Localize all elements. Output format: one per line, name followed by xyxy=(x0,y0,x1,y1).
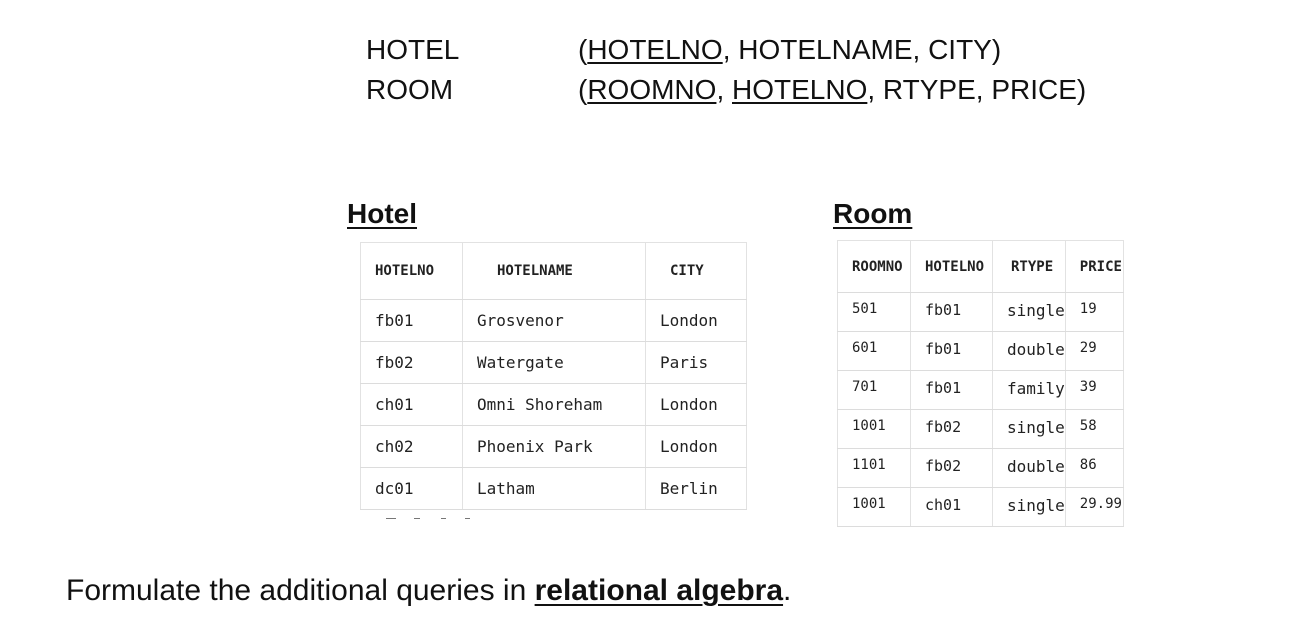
schema-room-name: ROOM xyxy=(366,74,454,105)
instruction-text xyxy=(66,574,791,608)
cell-price: 39 xyxy=(1065,371,1123,410)
hotel-table xyxy=(360,242,747,510)
cell-hotelno: fb01 xyxy=(911,293,993,332)
table-row xyxy=(838,488,1124,527)
schema-attr-price: PRICE xyxy=(991,74,1077,105)
room-table-title: Room xyxy=(833,198,913,229)
room-table xyxy=(837,240,1124,527)
column-header-city: CITY xyxy=(646,243,747,300)
cell-hotelname: Grosvenor xyxy=(463,300,646,342)
cell-hotelno: ch02 xyxy=(361,426,463,468)
table-row xyxy=(838,410,1124,449)
cell-hotelno: fb02 xyxy=(911,410,993,449)
schema-attr-hotelno-key: HOTELNO xyxy=(587,34,723,65)
cell-city: London xyxy=(646,384,747,426)
table-row xyxy=(838,293,1124,332)
schema-attr-rtype: RTYPE xyxy=(882,74,976,105)
close-paren: ) xyxy=(991,34,1002,65)
cell-hotelno: fb02 xyxy=(911,449,993,488)
cell-roomno: 701 xyxy=(838,371,911,410)
hotel-table-title: Hotel xyxy=(347,198,417,229)
cell-city: London xyxy=(646,300,747,342)
cell-hotelname: Phoenix Park xyxy=(463,426,646,468)
cell-roomno: 1101 xyxy=(838,449,911,488)
cell-hotelno: fb02 xyxy=(361,342,463,384)
cell-price: 86 xyxy=(1065,449,1123,488)
cell-price: 29.99 xyxy=(1065,488,1123,527)
cell-rtype: family xyxy=(993,371,1066,410)
schema-attr-hotelname: HOTELNAME xyxy=(738,34,913,65)
cell-rtype: double xyxy=(993,449,1066,488)
schema-hotel-name: HOTEL xyxy=(366,34,460,65)
cell-hotelname: Omni Shoreham xyxy=(463,384,646,426)
table-row xyxy=(838,371,1124,410)
cell-hotelno: ch01 xyxy=(911,488,993,527)
schema-attr-city: CITY xyxy=(928,34,992,65)
column-header-price: PRICE xyxy=(1065,241,1123,293)
column-header-roomno: ROOMNO xyxy=(838,241,911,293)
column-header-rtype: RTYPE xyxy=(993,241,1066,293)
cell-hotelname: Watergate xyxy=(463,342,646,384)
table-cutoff-mark xyxy=(441,518,446,519)
cell-hotelno: dc01 xyxy=(361,468,463,510)
cell-price: 29 xyxy=(1065,332,1123,371)
table-row xyxy=(838,332,1124,371)
table-row xyxy=(361,342,747,384)
cell-roomno: 1001 xyxy=(838,410,911,449)
column-header-hotelno: HOTELNO xyxy=(361,243,463,300)
cell-hotelno: fb01 xyxy=(911,332,993,371)
cell-rtype: single xyxy=(993,488,1066,527)
cell-hotelname: Latham xyxy=(463,468,646,510)
open-paren: ( xyxy=(578,34,588,65)
cell-rtype: single xyxy=(993,293,1066,332)
cell-rtype: single xyxy=(993,410,1066,449)
table-cutoff-mark xyxy=(465,518,470,519)
table-row xyxy=(361,384,747,426)
close-paren: ) xyxy=(1076,74,1087,105)
instruction-suffix: . xyxy=(783,574,792,607)
schema-room-attributes: (ROOMNO, HOTELNO, RTYPE, PRICE) xyxy=(578,74,1087,105)
table-header-row xyxy=(361,243,747,300)
cell-price: 58 xyxy=(1065,410,1123,449)
cell-city: London xyxy=(646,426,747,468)
table-row xyxy=(361,468,747,510)
cell-hotelno: fb01 xyxy=(361,300,463,342)
column-header-hotelname: HOTELNAME xyxy=(463,243,646,300)
cell-roomno: 601 xyxy=(838,332,911,371)
table-row xyxy=(361,426,747,468)
table-cutoff-mark xyxy=(386,518,396,519)
schema-attr-roomno-key: ROOMNO xyxy=(587,74,717,105)
table-row xyxy=(361,300,747,342)
table-row xyxy=(838,449,1124,488)
cell-city: Paris xyxy=(646,342,747,384)
cell-city: Berlin xyxy=(646,468,747,510)
schema-hotel-attributes: (HOTELNO, HOTELNAME, CITY) xyxy=(578,34,1002,65)
cell-rtype: double xyxy=(993,332,1066,371)
cell-price: 19 xyxy=(1065,293,1123,332)
cell-roomno: 501 xyxy=(838,293,911,332)
cell-hotelno: ch01 xyxy=(361,384,463,426)
table-cutoff-mark xyxy=(414,518,420,519)
cell-roomno: 1001 xyxy=(838,488,911,527)
column-header-hotelno: HOTELNO xyxy=(911,241,993,293)
instruction-prefix: Formulate the additional queries in xyxy=(66,574,535,607)
open-paren: ( xyxy=(578,74,588,105)
instruction-emphasis: relational algebra xyxy=(534,574,784,607)
table-header-row xyxy=(838,241,1124,293)
schema-attr-hotelno-key: HOTELNO xyxy=(732,74,868,105)
cell-hotelno: fb01 xyxy=(911,371,993,410)
